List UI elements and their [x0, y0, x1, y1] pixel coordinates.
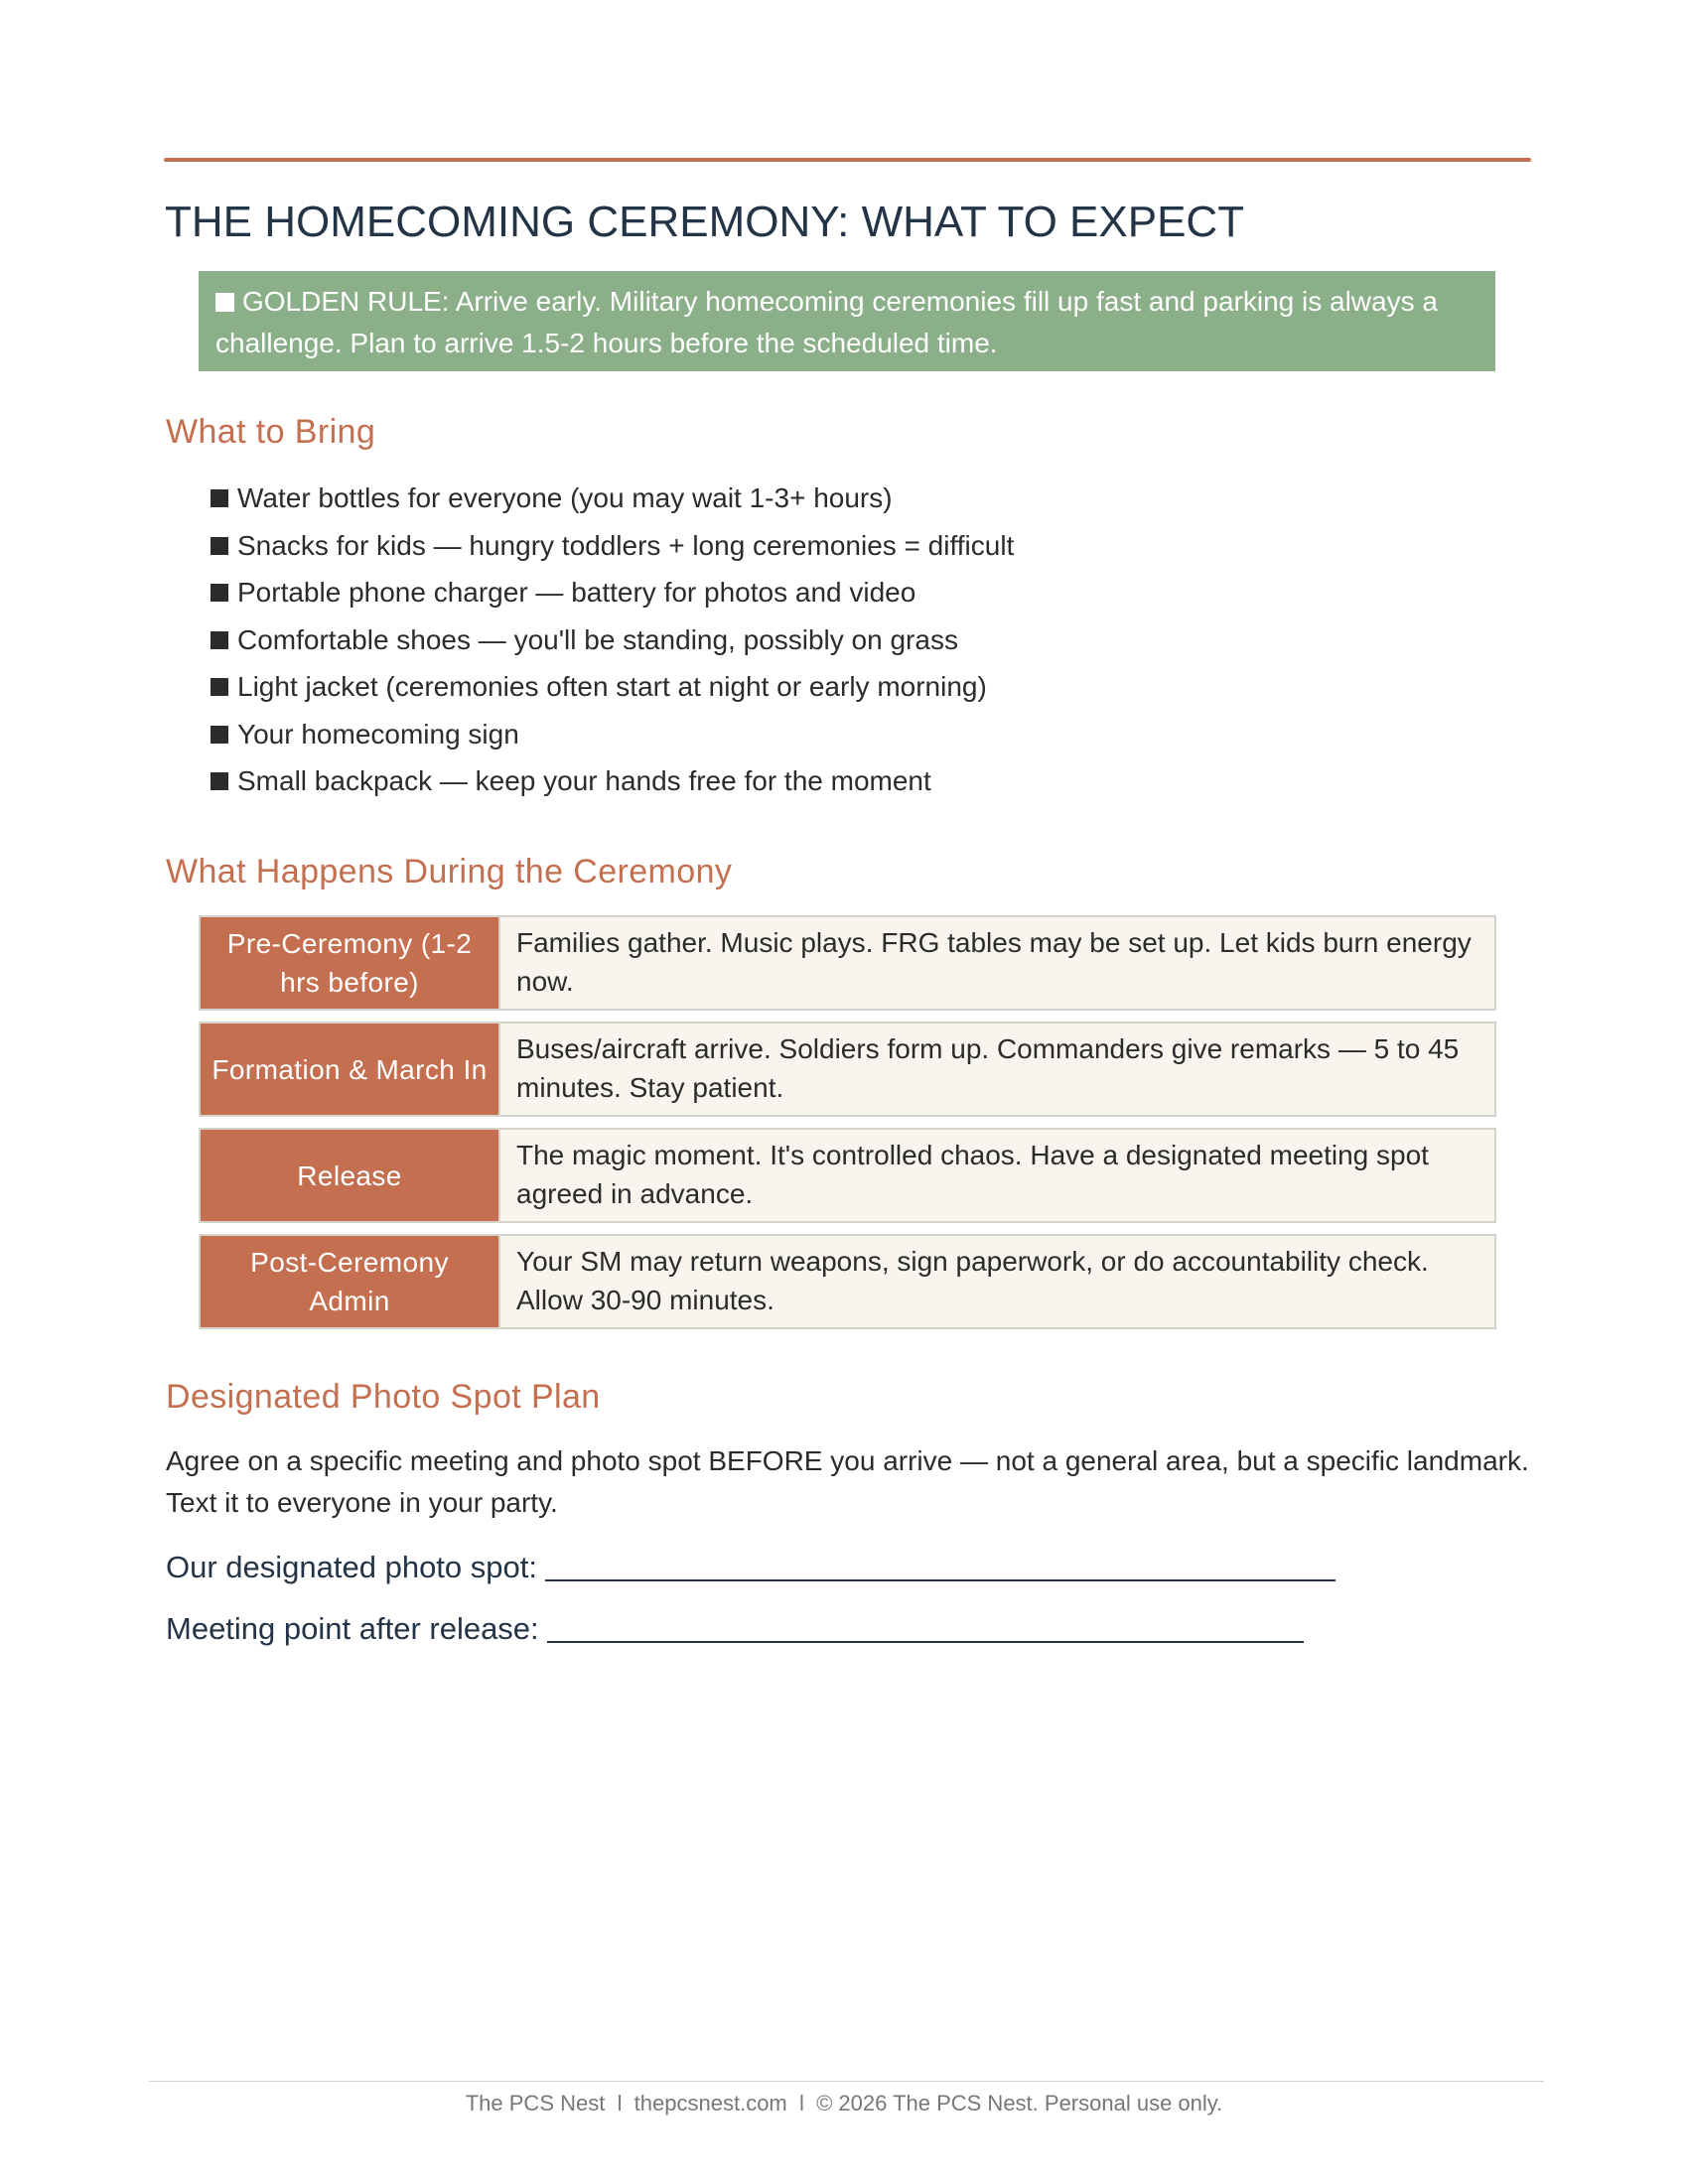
timeline-stage-label: Pre-Ceremony (1-2 hrs before)	[201, 917, 498, 1009]
list-item: Small backpack — keep your hands free for the moment	[211, 757, 1014, 805]
list-item: Light jacket (ceremonies often start at night or early morning)	[211, 663, 1014, 711]
list-item: Portable phone charger — battery for photos and video	[211, 569, 1014, 616]
square-bullet-icon	[211, 678, 228, 696]
timeline-row	[199, 1128, 1496, 1223]
timeline-stage-description: The magic moment. It's controlled chaos. Have a designated meeting spot agreed in advance.	[498, 1130, 1494, 1221]
footer-divider	[149, 2081, 1544, 2082]
list-item: Your homecoming sign	[211, 711, 1014, 758]
golden-rule-callout	[199, 271, 1495, 371]
top-accent-rule	[164, 158, 1531, 162]
photo-spot-field[interactable]	[166, 1548, 1336, 1587]
photo-spot-blank[interactable]	[545, 1550, 1336, 1581]
ceremony-timeline	[199, 915, 1496, 1340]
timeline-stage-description: Families gather. Music plays. FRG tables may be set up. Let kids burn energy now.	[498, 917, 1494, 1009]
square-bullet-icon	[211, 489, 228, 507]
golden-rule-text: GOLDEN RULE: Arrive early. Military homecoming ceremonies fill up fast and parking is always a challenge. Plan to arrive 1.5-2 hours before the scheduled time.	[215, 286, 1438, 358]
list-item: Water bottles for everyone (you may wait 1-3+ hours)	[211, 475, 1014, 522]
photo-spot-heading: Designated Photo Spot Plan	[166, 1378, 601, 1416]
square-bullet-icon	[211, 772, 228, 790]
timeline-row	[199, 1234, 1496, 1329]
page-footer: The PCS Nest l thepcsnest.com l © 2026 The PCS Nest. Personal use only.	[465, 2091, 1223, 2116]
square-bullet-icon	[215, 293, 234, 312]
timeline-row	[199, 1022, 1496, 1117]
timeline-stage-label: Formation & March In	[201, 1024, 498, 1115]
meeting-point-blank[interactable]	[547, 1611, 1304, 1643]
meeting-point-field[interactable]	[166, 1609, 1304, 1649]
timeline-stage-label: Release	[201, 1130, 498, 1221]
page-title: THE HOMECOMING CEREMONY: WHAT TO EXPECT	[165, 198, 1245, 246]
list-item: Snacks for kids — hungry toddlers + long ceremonies = difficult	[211, 522, 1014, 570]
photo-spot-label: Our designated photo spot:	[166, 1550, 537, 1584]
square-bullet-icon	[211, 726, 228, 744]
square-bullet-icon	[211, 537, 228, 555]
what-to-bring-list	[211, 475, 1014, 805]
timeline-row	[199, 915, 1496, 1011]
meeting-point-label: Meeting point after release:	[166, 1611, 539, 1646]
square-bullet-icon	[211, 584, 228, 602]
square-bullet-icon	[211, 631, 228, 649]
timeline-stage-label: Post-Ceremony Admin	[201, 1236, 498, 1327]
timeline-stage-description: Buses/aircraft arrive. Soldiers form up. Commanders give remarks — 5 to 45 minutes. Stay patient.	[498, 1024, 1494, 1115]
timeline-stage-description: Your SM may return weapons, sign paperwork, or do accountability check. Allow 30-90 minutes.	[498, 1236, 1494, 1327]
list-item: Comfortable shoes — you'll be standing, possibly on grass	[211, 616, 1014, 664]
what-to-bring-heading: What to Bring	[166, 413, 376, 451]
photo-spot-instructions: Agree on a specific meeting and photo spot BEFORE you arrive — not a general area, but a specific landmark. Text it to everyone in your party.	[166, 1445, 1529, 1518]
ceremony-heading: What Happens During the Ceremony	[166, 853, 733, 890]
